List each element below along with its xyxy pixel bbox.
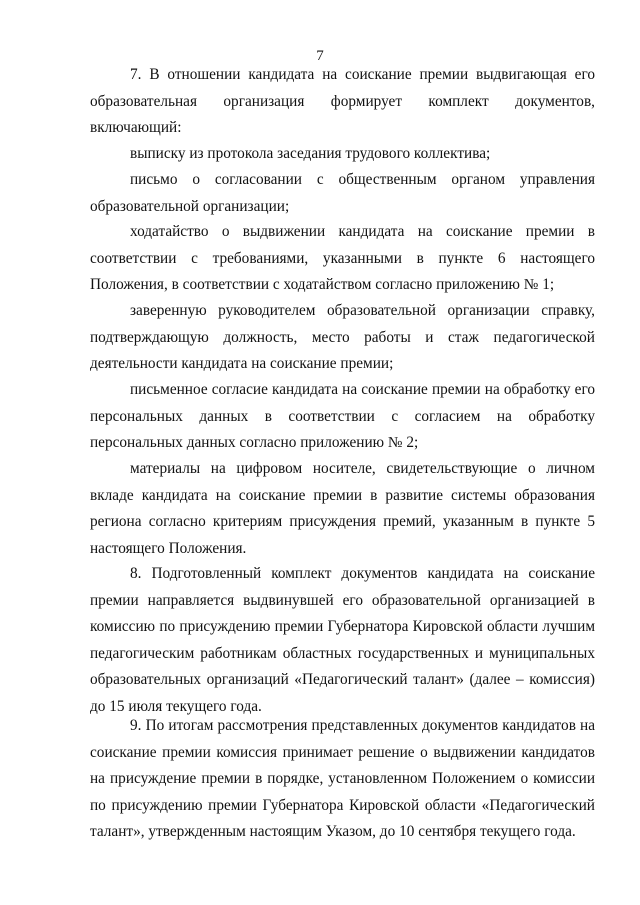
paragraph-certificate: заверенную руководителем образовательной организации справку, подтверждающую должность, место работы и стаж педагогической деятельности кандидата на соискание премии; — [90, 302, 595, 373]
page-number: 7 — [316, 48, 324, 64]
paragraph-item-8: 8. Подготовленный комплект документов кандидата на соискание премии направляется выдвинувшей его образовательной организацией в комиссию по присуждению премии Губернатора Кировской области лучшим педагогическим работникам областных государственных и муниципальных образовательных организаций «Педагогический талант» (далее – комиссия) до 15 июля текущего года. — [90, 565, 595, 715]
paragraph-item-9: 9. По итогам рассмотрения представленных документов кандидатов на соискание премии комиссия принимает решение о выдвижении кандидатов на присуждение премии в порядке, установленном Положением о комиссии по присуждению премии Губернатора Кировской области «Педагогический талант», утвержденным настоящим Указом, до 10 сентября текущего года. — [90, 717, 595, 841]
paragraph-protocol-extract: выписку из протокола заседания трудового коллектива; — [130, 145, 491, 162]
paragraph-item-7: 7. В отношении кандидата на соискание премии выдвигающая его образовательная организация формирует комплект документов, включающий: — [90, 66, 595, 137]
paragraph-digital-materials: материалы на цифровом носителе, свидетельствующие о личном вкладе кандидата на соискание премии в развитие системы образования региона согласно критериям присуждения премий, указанным в пункте 5 настоящего Положения. — [90, 460, 595, 557]
paragraph-agreement-letter: письмо о согласовании с общественным органом управления образовательной организации; — [90, 171, 595, 215]
paragraph-consent: письменное согласие кандидата на соискание премии на обработку его персональных данных в соответствии с согласием на обработку персональных данных согласно приложению № 2; — [90, 381, 595, 452]
paragraph-petition: ходатайство о выдвижении кандидата на соискание премии в соответствии с требованиями, указанными в пункте 6 настоящего Положения, в соответствии с ходатайством согласно приложению № 1; — [90, 223, 595, 294]
